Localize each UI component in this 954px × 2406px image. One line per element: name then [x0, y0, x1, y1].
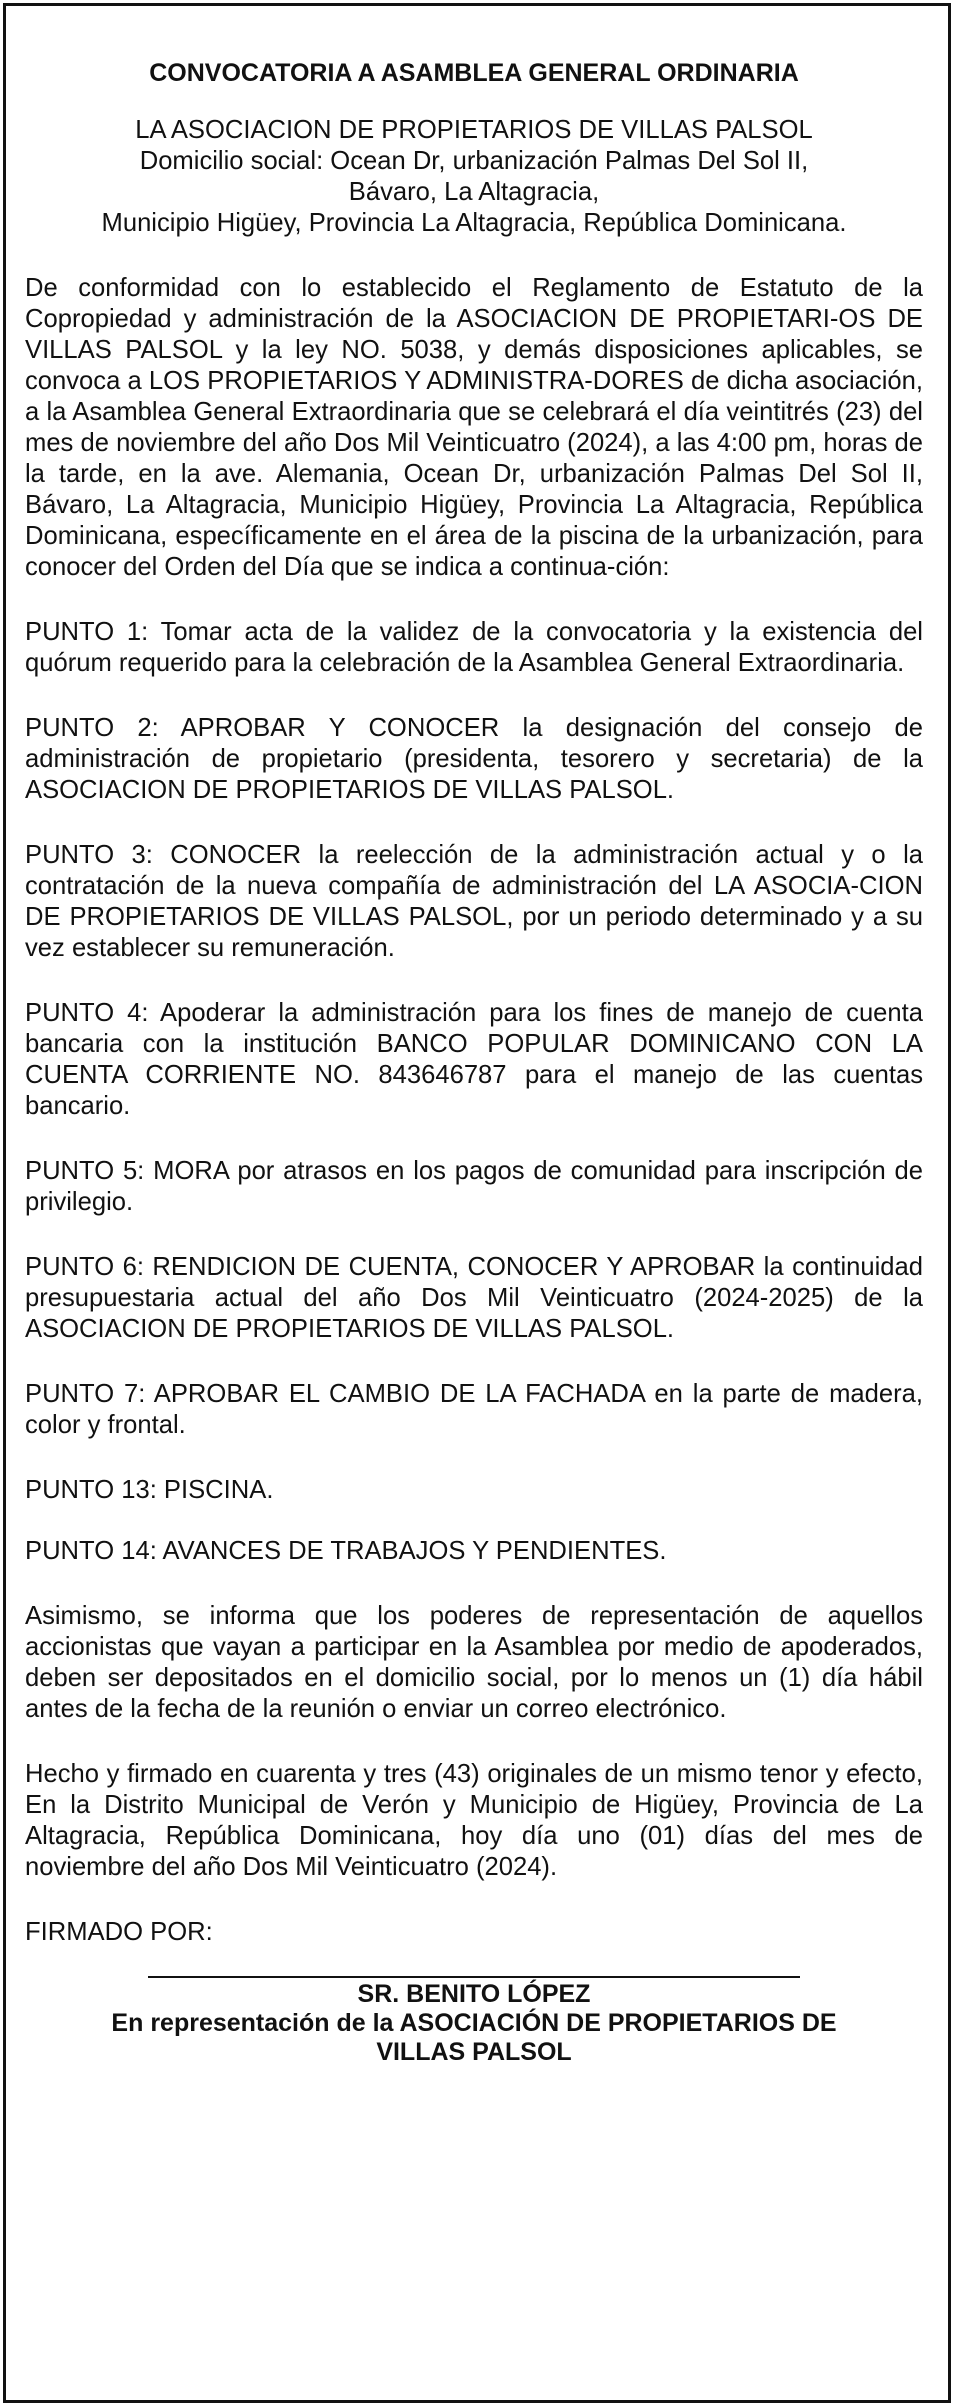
agenda-point-7: PUNTO 7: APROBAR EL CAMBIO DE LA FACHADA en la parte de madera, color y frontal.	[25, 1380, 923, 1439]
agenda-point-5: PUNTO 5: MORA por atrasos en los pagos de comunidad para inscripción de privilegio.	[25, 1157, 923, 1216]
signatory-role-line-1: En representación de la ASOCIACIÓN DE PROPIETARIOS DE	[111, 2009, 837, 2037]
address-line-1: Domicilio social: Ocean Dr, urbanización Palmas Del Sol II,	[139, 147, 809, 175]
agenda-point-6: PUNTO 6: RENDICION DE CUENTA, CONOCER Y APROBAR la continuidad presupuestaria actual del año Dos Mil Veinticuatro (2024-2025) de la ASOCIACION DE PROPIETARIOS DE VILLAS PALSOL.	[25, 1253, 923, 1343]
signature-line	[148, 1976, 800, 1978]
agenda-point-4: PUNTO 4: Apoderar la administración para los fines de manejo de cuenta bancaria con la institución BANCO POPULAR DOMINICANO CON LA CUENTA CORRIENTE NO. 843646787 para el manejo de las cuentas bancario.	[25, 999, 923, 1120]
intro-paragraph: De conformidad con lo establecido el Reglamento de Estatuto de la Copropiedad y administración de la ASOCIACION DE PROPIETARI-OS DE VILLAS PALSOL y la ley NO. 5038, y demás disposiciones aplicables, se convoca a LOS PROPIETARIOS Y ADMINISTRA-DORES de dicha asociación, a la Asamblea General Extraordinaria que se celebrará el día veintitrés (23) del mes de noviembre del año Dos Mil Veinticuatro (2024), a las 4:00 pm, horas de la tarde, en la ave. Alemania, Ocean Dr, urbanización Palmas Del Sol II, Bávaro, La Altagracia, Municipio Higüey, Provincia La Altagracia, República Dominicana, específicamente en el área de la piscina de la urbanización, para conocer del Orden del Día que se indica a continua-ción:	[25, 274, 923, 581]
proxies-notice-paragraph: Asimismo, se informa que los poderes de representación de aquellos accionistas que vayan a participar en la Asamblea por medio de apoderados, deben ser depositados en el domicilio social, por lo menos un (1) día hábil antes de la fecha de la reunión o enviar un correo electrónico.	[25, 1602, 923, 1723]
signatory-name: SR. BENITO LÓPEZ	[357, 1980, 591, 2008]
organization-header	[25, 115, 923, 239]
agenda-point-1: PUNTO 1: Tomar acta de la validez de la convocatoria y la existencia del quórum requerido para la celebración de la Asamblea General Extraordinaria.	[25, 618, 923, 677]
notice-frame	[3, 3, 951, 2403]
signatory-role-line-2: VILLAS PALSOL	[376, 2038, 572, 2066]
address-line-2: Bávaro, La Altagracia,	[348, 178, 600, 206]
notice-title: CONVOCATORIA A ASAMBLEA GENERAL ORDINARIA	[149, 59, 799, 87]
address-line-3: Municipio Higüey, Provincia La Altagracia, República Dominicana.	[101, 209, 847, 237]
organization-name: LA ASOCIACION DE PROPIETARIOS DE VILLAS PALSOL	[135, 116, 813, 144]
signature-block	[25, 1980, 923, 2067]
agenda-point-13: PUNTO 13: PISCINA.	[25, 1476, 274, 1504]
signed-by-label: FIRMADO POR:	[25, 1918, 213, 1946]
closing-paragraph: Hecho y firmado en cuarenta y tres (43) originales de un mismo tenor y efecto, En la Distrito Municipal de Verón y Municipio de Higüey, Provincia de La Altagracia, República Dominicana, hoy día uno (01) días del mes de noviembre del año Dos Mil Veinticuatro (2024).	[25, 1760, 923, 1881]
agenda-point-14: PUNTO 14: AVANCES DE TRABAJOS Y PENDIENTES.	[25, 1537, 667, 1565]
agenda-point-2: PUNTO 2: APROBAR Y CONOCER la designación del consejo de administración de propietario (presidenta, tesorero y secretaria) de la ASOCIACION DE PROPIETARIOS DE VILLAS PALSOL.	[25, 714, 923, 804]
agenda-point-3: PUNTO 3: CONOCER la reelección de la administración actual y o la contratación de la nueva compañía de administración del LA ASOCIA-CION DE PROPIETARIOS DE VILLAS PALSOL, por un periodo determinado y a su vez establecer su remuneración.	[25, 841, 923, 962]
